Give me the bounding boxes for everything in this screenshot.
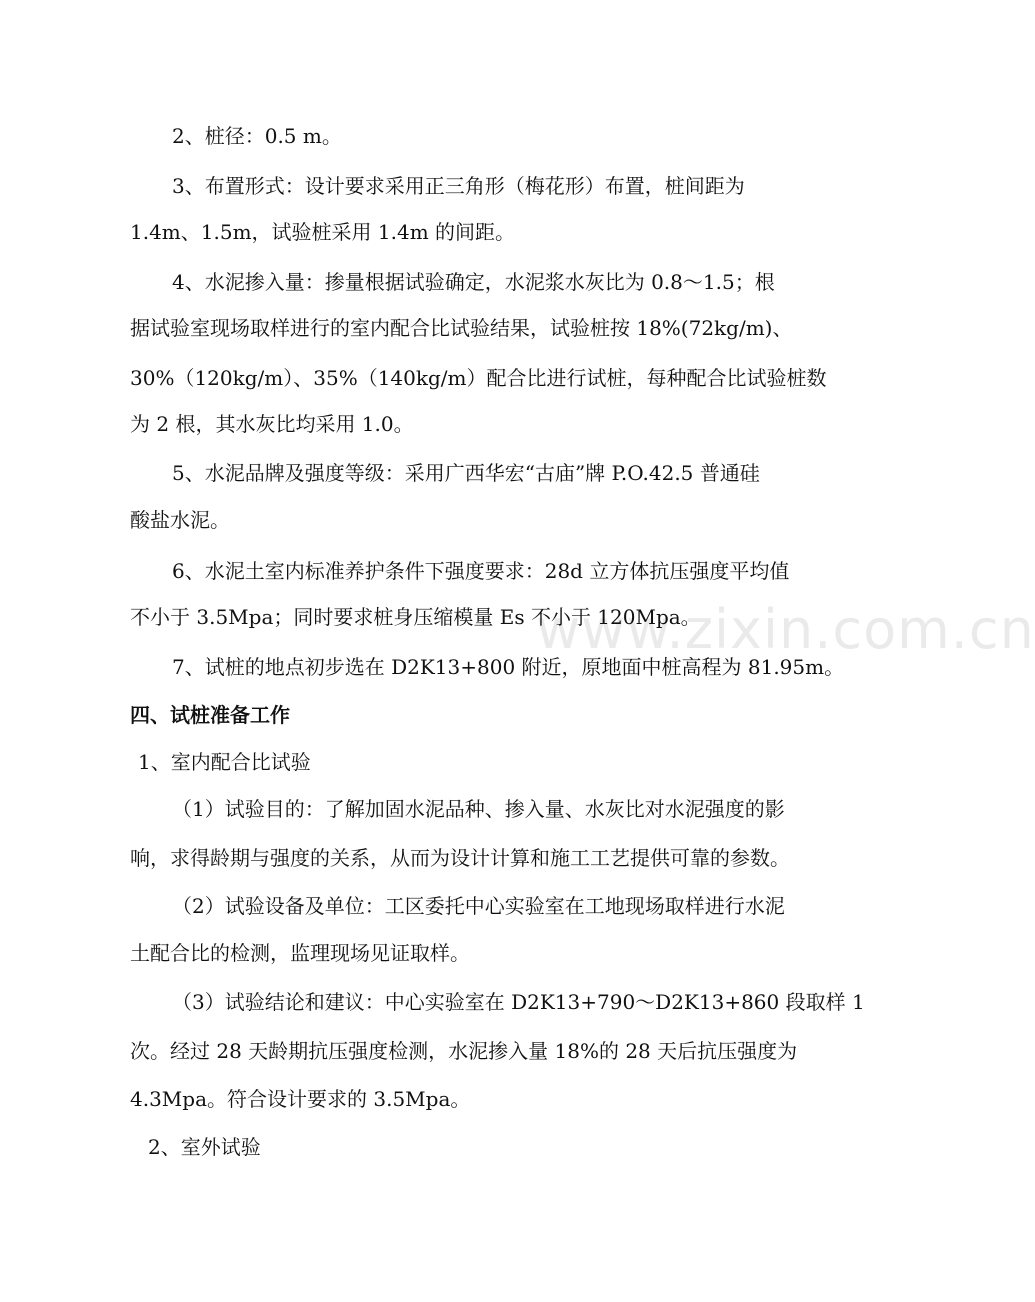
- para-2-equipment-line-1: （2）试验设备及单位：工区委托中心实验室在工地现场取样进行水泥: [172, 894, 785, 918]
- section-4-heading: 四、试桩准备工作: [130, 703, 290, 727]
- item-4-cement-line-3: 30%（120kg/m）、35%（140kg/m）配合比进行试桩，每种配合比试验桩数: [130, 366, 827, 390]
- para-2-equipment-line-2: 土配合比的检测，监理现场见证取样。: [130, 941, 470, 965]
- item-3-layout-line-2: 1.4m、1.5m，试验桩采用 1.4m 的间距。: [130, 220, 516, 244]
- para-1-purpose-line-1: （1）试验目的：了解加固水泥品种、掺入量、水灰比对水泥强度的影: [172, 797, 785, 821]
- watermark: www.zixin.com.cn: [536, 598, 1035, 661]
- item-3-layout-line-1: 3、布置形式：设计要求采用正三角形（梅花形）布置，桩间距为: [172, 174, 745, 198]
- item-4-cement-line-2: 据试验室现场取样进行的室内配合比试验结果，试验桩按 18%(72kg/m)、: [130, 316, 793, 340]
- item-5-brand-line-1: 5、水泥品牌及强度等级：采用广西华宏“古庙”牌 P.O.42.5 普通硅: [172, 461, 760, 485]
- para-3-conclusion-line-1: （3）试验结论和建议：中心实验室在 D2K13+790～D2K13+860 段取样 1: [172, 990, 865, 1014]
- para-3-conclusion-line-3: 4.3Mpa。符合设计要求的 3.5Mpa。: [130, 1087, 471, 1111]
- para-3-conclusion-line-2: 次。经过 28 天龄期抗压强度检测，水泥掺入量 18%的 28 天后抗压强度为: [130, 1039, 798, 1063]
- item-2-pile-diameter: 2、桩径：0.5 m。: [172, 124, 342, 148]
- item-4-cement-line-4: 为 2 根，其水灰比均采用 1.0。: [130, 412, 414, 436]
- item-7-location: 7、试桩的地点初步选在 D2K13+800 附近，原地面中桩高程为 81.95m。: [172, 655, 845, 679]
- subsection-1-heading: 1、室内配合比试验: [138, 750, 311, 774]
- item-5-brand-line-2: 酸盐水泥。: [130, 508, 230, 532]
- item-6-strength-line-2: 不小于 3.5Mpa；同时要求桩身压缩模量 Es 不小于 120Mpa。: [130, 605, 701, 629]
- item-4-cement-line-1: 4、水泥掺入量：掺量根据试验确定，水泥浆水灰比为 0.8～1.5；根: [172, 270, 775, 294]
- para-1-purpose-line-2: 响，求得龄期与强度的关系，从而为设计计算和施工工艺提供可靠的参数。: [130, 846, 790, 870]
- item-6-strength-line-1: 6、水泥土室内标准养护条件下强度要求：28d 立方体抗压强度平均值: [172, 559, 790, 583]
- subsection-2-heading: 2、室外试验: [148, 1135, 261, 1159]
